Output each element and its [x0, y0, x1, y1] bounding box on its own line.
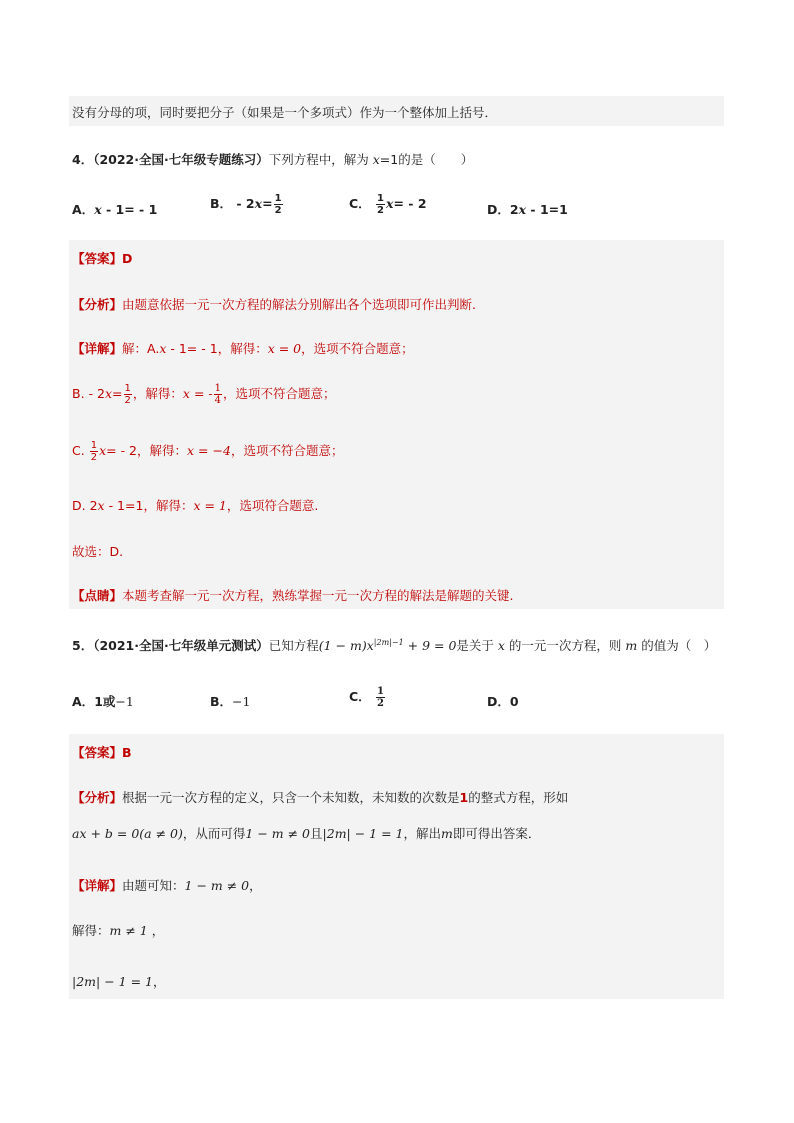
- q5-last-eq: |2m| − 1 = 1，: [72, 974, 166, 989]
- q5-answer: [72, 743, 132, 761]
- q5-answer-tag: 【答案】: [72, 745, 123, 760]
- q4-detail-c: C. $\frac{1}{2}$ x= - 2，解得：x = −4，选项不符合题意；: [72, 440, 344, 463]
- q4-text-a: 下列方程中，解为: [268, 152, 373, 167]
- q5-option-d: D．0: [487, 694, 519, 709]
- q5-solve: 解得：m ≠ 1 ，: [72, 923, 165, 938]
- q4-answer: [72, 249, 132, 267]
- q4-option-c: C． $\frac{1}{2}$ x= - 2: [349, 193, 427, 216]
- q5-option-c: C． $\frac{1}{2}$: [349, 686, 385, 709]
- q5-answer-block: [69, 734, 724, 999]
- q4-source: （2022·全国·七年级专题练习）: [93, 152, 269, 167]
- q4-detail-d: D. 2x - 1=1，解得：x = 1，选项符合题意.: [72, 498, 319, 513]
- q4-detail-tag: 【详解】: [72, 341, 123, 356]
- q4-comment-tag: 【点睛】: [72, 588, 123, 603]
- q4-text-b: =1的是（ ）: [379, 152, 474, 167]
- q4-conclusion: 故选：D.: [72, 544, 124, 559]
- q5-analysis-tag: 【分析】: [72, 790, 123, 805]
- q5-analysis: 【分析】根据一元一次方程的定义，只含一个未知数，未知数的次数是1的整式方程，形如: [72, 790, 569, 805]
- q4-analysis-tag: 【分析】: [72, 297, 123, 312]
- q4-detail-b: B. - 2x= $\frac{1}{2}$ ，解得：x = - $\frac{1}{4}$ ，选项不符合题意；: [72, 383, 336, 406]
- q5-answer-value: B: [122, 745, 132, 760]
- q4-analysis: [72, 295, 476, 313]
- q5-option-a: A．1或−1: [72, 694, 134, 709]
- q5-option-b: B．−1: [210, 694, 251, 709]
- q5-detail: 【详解】由题可知：1 − m ≠ 0，: [72, 878, 262, 893]
- q4-analysis-text: 由题意依据一元一次方程的解法分别解出各个选项即可作出判断.: [122, 297, 476, 312]
- q5-equation: $(1 - m)x^{|2m|-1} + 9 = 0$: [318, 637, 457, 653]
- q4-option-a: A．x - 1= - 1: [72, 202, 158, 217]
- q4-option-b: B． - 2x= $\frac{1}{2}$: [210, 193, 282, 216]
- q5-source: （2021·全国·七年级单元测试）: [93, 638, 269, 653]
- q5-number: 5．: [72, 638, 94, 653]
- q5-analysis-line2: ax + b = 0(a ≠ 0)，从而可得1 − m ≠ 0且|2m| − 1 = 1，解出m即可得出答案．: [72, 826, 541, 841]
- q4-detail-a: 【详解】解：A.x - 1= - 1，解得：x = 0，选项不符合题意；: [72, 341, 414, 356]
- q4-answer-tag: 【答案】: [72, 251, 123, 266]
- q4-comment-text: 本题考查解一元一次方程，熟练掌握一元一次方程的解法是解题的关键.: [122, 588, 514, 603]
- q4-comment: [72, 586, 514, 604]
- q4-var: x: [372, 152, 380, 167]
- intro-line: 没有分母的项，同时要把分子（如果是一个多项式）作为一个整体加上括号．: [72, 105, 498, 120]
- q5-detail-tag: 【详解】: [72, 878, 123, 893]
- q5-stem: 5．（2021·全国·七年级单元测试）已知方程$(1 - m)x^{|2m|-1} + 9 = 0$是关于 x 的一元一次方程，则 m 的值为（ ）: [72, 637, 717, 653]
- q4-number: 4．: [72, 152, 94, 167]
- q4-option-d: D．2x - 1=1: [487, 202, 568, 217]
- q4-answer-value: D: [122, 251, 133, 266]
- q4-stem: [72, 150, 473, 168]
